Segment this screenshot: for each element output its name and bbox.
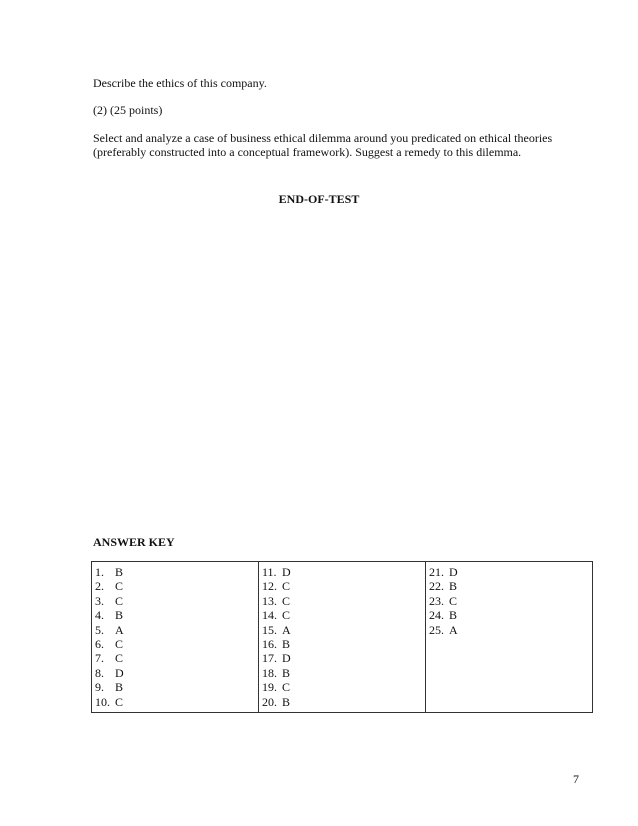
answer-key-number: 13. (262, 593, 277, 608)
answer-key-answer: D (282, 651, 291, 666)
answer-key-item (95, 666, 256, 680)
answer-key-number: 6. (95, 636, 104, 651)
answer-key-answer: C (115, 651, 124, 666)
answer-key-item (262, 695, 423, 709)
answer-key-answer: B (449, 608, 458, 623)
answer-key-number: 7. (95, 651, 104, 666)
answer-key-item (262, 608, 423, 622)
question-describe: Describe the ethics of this company. (93, 76, 267, 90)
answer-key-item (429, 579, 590, 593)
answer-key-answer: A (282, 622, 291, 637)
answer-key-number: 8. (95, 665, 104, 680)
answer-key-item (95, 565, 256, 579)
answer-key-item (95, 608, 256, 622)
answer-key-answer: B (115, 608, 124, 623)
answer-key-number: 16. (262, 636, 277, 651)
question-line: (preferably constructed into a conceptual framework). Suggest a remedy to this dilemma. (93, 145, 522, 159)
answer-key-answer: A (115, 622, 124, 637)
answer-key-number: 15. (262, 622, 277, 637)
question-select-analyze (93, 131, 613, 159)
answer-key-item (95, 680, 256, 694)
answer-key-number: 14. (262, 608, 277, 623)
answer-key-answer: C (115, 636, 124, 651)
answer-key-number: 21. (429, 565, 444, 579)
answer-key-item (95, 623, 256, 637)
answer-key-item (429, 565, 590, 579)
answer-key-answer: C (282, 680, 291, 695)
answer-key-answer: D (115, 665, 124, 680)
answer-key-item (262, 637, 423, 651)
answer-key-answer: C (115, 579, 124, 594)
answer-key-item (262, 579, 423, 593)
answer-key-number: 23. (429, 593, 444, 608)
answer-key-item (262, 623, 423, 637)
answer-key-number: 9. (95, 680, 104, 695)
answer-key-number: 25. (429, 622, 444, 637)
answer-key-item (429, 594, 590, 608)
answer-key-answer: C (115, 694, 124, 709)
answer-key-item (262, 666, 423, 680)
answer-key-item (95, 637, 256, 651)
answer-key-number: 4. (95, 608, 104, 623)
answer-key-answer: C (282, 593, 291, 608)
answer-key-number: 17. (262, 651, 277, 666)
answer-key-item (262, 594, 423, 608)
answer-key-answer: C (282, 608, 291, 623)
answer-key-answer: A (449, 622, 458, 637)
answer-key-number: 5. (95, 622, 104, 637)
answer-key-item (95, 579, 256, 593)
answer-key-answer: C (115, 593, 124, 608)
answer-key-number: 18. (262, 665, 277, 680)
answer-key-item (262, 565, 423, 579)
answer-key-number: 2. (95, 579, 104, 594)
answer-key-number: 10. (95, 694, 110, 709)
answer-key-answer: B (115, 680, 124, 695)
answer-key-item (95, 695, 256, 709)
answer-key-table (91, 561, 593, 713)
answer-key-number: 1. (95, 565, 104, 579)
answer-key-answer: B (115, 565, 124, 579)
answer-key-number: 22. (429, 579, 444, 594)
end-of-test-heading: END-OF-TEST (278, 192, 360, 206)
answer-key-number: 19. (262, 680, 277, 695)
answer-key-item (95, 651, 256, 665)
answer-key-answer: B (282, 665, 291, 680)
answer-key-number: 11. (262, 565, 277, 579)
answer-key-answer: B (282, 636, 291, 651)
answer-key-number: 24. (429, 608, 444, 623)
answer-key-title: ANSWER KEY (93, 535, 175, 549)
answer-key-answer: C (282, 579, 291, 594)
answer-key-number: 3. (95, 593, 104, 608)
answer-key-answer: B (282, 694, 291, 709)
answer-key-column (426, 562, 593, 713)
answer-key-item (429, 623, 590, 637)
answer-key-answer: D (449, 565, 458, 579)
answer-key-item (429, 608, 590, 622)
answer-key-column (259, 562, 426, 713)
answer-key-number: 12. (262, 579, 277, 594)
question-points: (2) (25 points) (93, 103, 163, 117)
answer-key-number: 20. (262, 694, 277, 709)
page-number: 7 (573, 772, 579, 786)
answer-key-answer: B (449, 579, 458, 594)
question-line: Select and analyze a case of business ethical dilemma around you predicated on ethical theories (93, 131, 553, 145)
answer-key-answer: D (282, 565, 291, 579)
answer-key-item (262, 680, 423, 694)
answer-key-answer: C (449, 593, 458, 608)
answer-key-item (95, 594, 256, 608)
answer-key-row (92, 562, 593, 713)
answer-key-column (92, 562, 259, 713)
answer-key-item (262, 651, 423, 665)
